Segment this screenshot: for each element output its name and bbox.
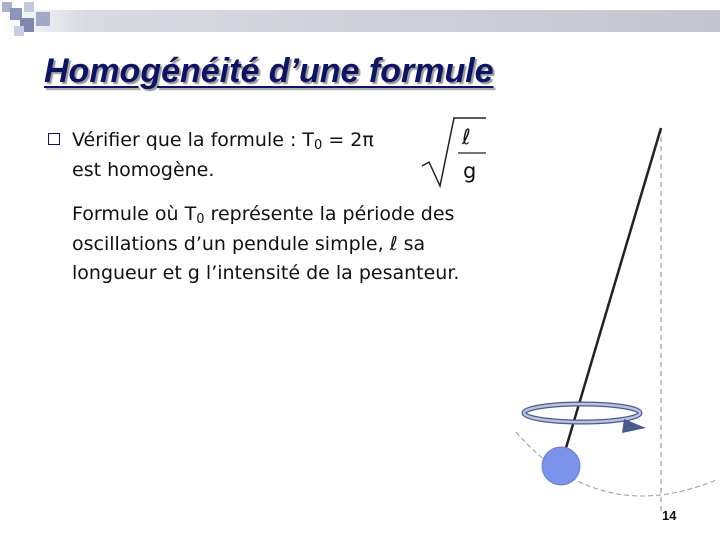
bullet-line-2: est homogène.: [72, 159, 215, 181]
slide-title: Homogénéité d’une formule: [44, 52, 494, 90]
explanation-line-2: oscillations d’un pendule simple, ℓ sa: [72, 233, 426, 255]
rotation-arrow-icon: [524, 404, 646, 433]
explanation-line-1: Formule où $T_0$ représente la période des: [72, 203, 455, 227]
formula-numerator: ℓ: [462, 125, 471, 149]
formula-denominator: g: [463, 159, 477, 183]
page-number: 14: [662, 508, 677, 523]
pendulum-string: [563, 128, 661, 458]
pendulum-bob: [542, 447, 580, 485]
bullet-line-1: Vérifier que la formule : $T_0 = 2\pi$: [72, 129, 374, 153]
explanation-line-3: longueur et g l’intensité de la pesanteur.: [72, 262, 460, 284]
